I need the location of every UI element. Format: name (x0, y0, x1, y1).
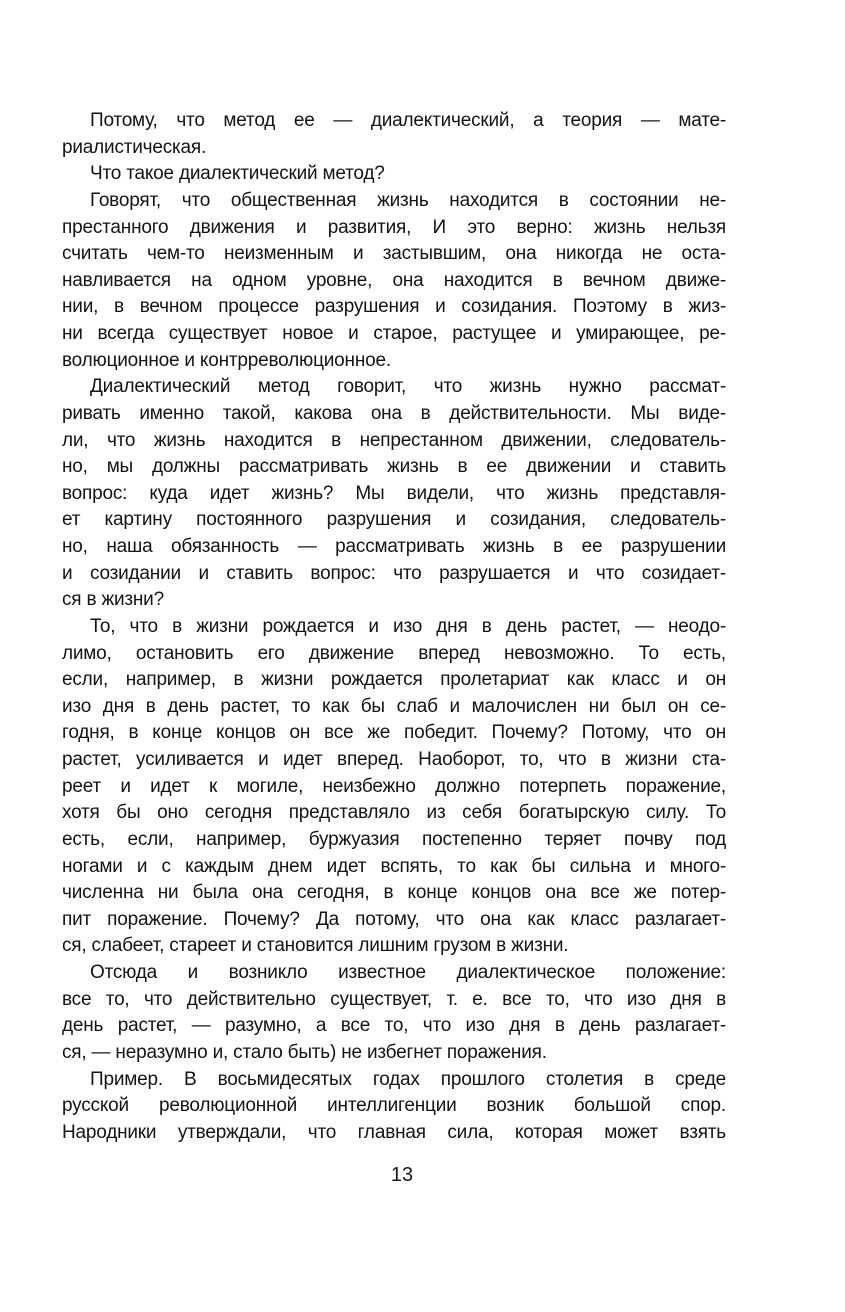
text-line: То, что в жизни рождается и изо дня в день растет, — неодо- (90, 615, 726, 637)
text-line: годня, в конце концов он все же победит. Почему? Потому, что он (62, 722, 726, 744)
text-line: есть, если, например, буржуазия постепенно теряет почву под (62, 828, 726, 850)
text-line: реет и идет к могиле, неизбежно должно потерпеть поражение, (62, 775, 726, 797)
text-line: русской революционной интеллигенции возник большой спор. (62, 1095, 726, 1117)
text-line: если, например, в жизни рождается пролетариат как класс и он (62, 669, 726, 691)
text-line: Народники утверждали, что главная сила, которая может взять (62, 1121, 726, 1143)
text-line: и созидании и ставить вопрос: что разрушается и что созидает- (62, 562, 726, 584)
text-line: Отсюда и возникло известное диалектическое положение: (90, 962, 726, 983)
text-line: пит поражение. Почему? Да потому, что она как класс разлагает- (62, 908, 726, 930)
text-line: растет, усиливается и идет вперед. Наоборот, то, что в жизни ста- (62, 749, 726, 770)
text-line: ли, что жизнь находится в непрестанном движении, следователь- (62, 429, 726, 451)
text-line: Диалектический метод говорит, что жизнь нужно рассмат- (90, 376, 726, 398)
text-line: лимо, остановить его движение вперед невозможно. То есть, (62, 642, 726, 664)
text-line: Потому, что метод ее — диалектический, а теория — мате- (90, 110, 726, 131)
text-line: ни всегда существует новое и старое, растущее и умирающее, ре- (62, 323, 726, 344)
text-line: все то, что действительно существует, т. е. все то, что изо дня в (62, 988, 726, 1010)
page-number: 13 (390, 1164, 414, 1186)
text-line: считать чем-то неизменным и застывшим, она никогда не оста- (62, 243, 726, 265)
text-line: численна ни была она сегодня, в конце концов она все же потер- (62, 882, 726, 904)
text-line: ривать именно такой, какова она в действительности. Мы виде- (62, 402, 726, 424)
text-line: день растет, — разумно, а все то, что изо дня в день разлагает- (62, 1015, 726, 1037)
text-line: вопрос: куда идет жизнь? Мы видели, что жизнь представля- (62, 482, 726, 504)
text-line: ет картину постоянного разрушения и созидания, следователь- (62, 509, 726, 531)
text-line: но, наша обязанность — рассматривать жизнь в ее разрушении (62, 536, 726, 557)
text-line: но, мы должны рассматривать жизнь в ее движении и ставить (62, 456, 726, 478)
text-line: престанного движения и развития, И это верно: жизнь нельзя (62, 216, 726, 238)
text-line: хотя бы оно сегодня представляло из себя богатырскую силу. То (62, 802, 726, 824)
text-line: Пример. В восьмидесятых годах прошлого столетия в среде (90, 1068, 726, 1090)
text-line: волюционное и контрреволюционное. (62, 349, 391, 371)
text-block (62, 108, 726, 1146)
text-line: ся, — неразумно и, стало быть) не избегнет поражения. (62, 1041, 547, 1063)
text-line: ся, слабеет, стареет и становится лишним грузом в жизни. (62, 935, 569, 957)
text-line: Что такое диалектический метод? (90, 163, 385, 185)
text-line: навливается на одном уровне, она находится в вечном движе- (62, 269, 726, 291)
text-line: ногами и с каждым днем идет вспять, то как бы сильна и много- (62, 855, 726, 877)
text-line: ся в жизни? (62, 589, 164, 611)
text-line: риалистическая. (62, 136, 207, 158)
text-line: нии, в вечном процессе разрушения и созидания. Поэтому в жиз- (62, 296, 726, 318)
text-line: изо дня в день растет, то как бы слаб и малочислен ни был он се- (62, 695, 726, 717)
text-line: Говорят, что общественная жизнь находится в состоянии не- (90, 189, 726, 211)
